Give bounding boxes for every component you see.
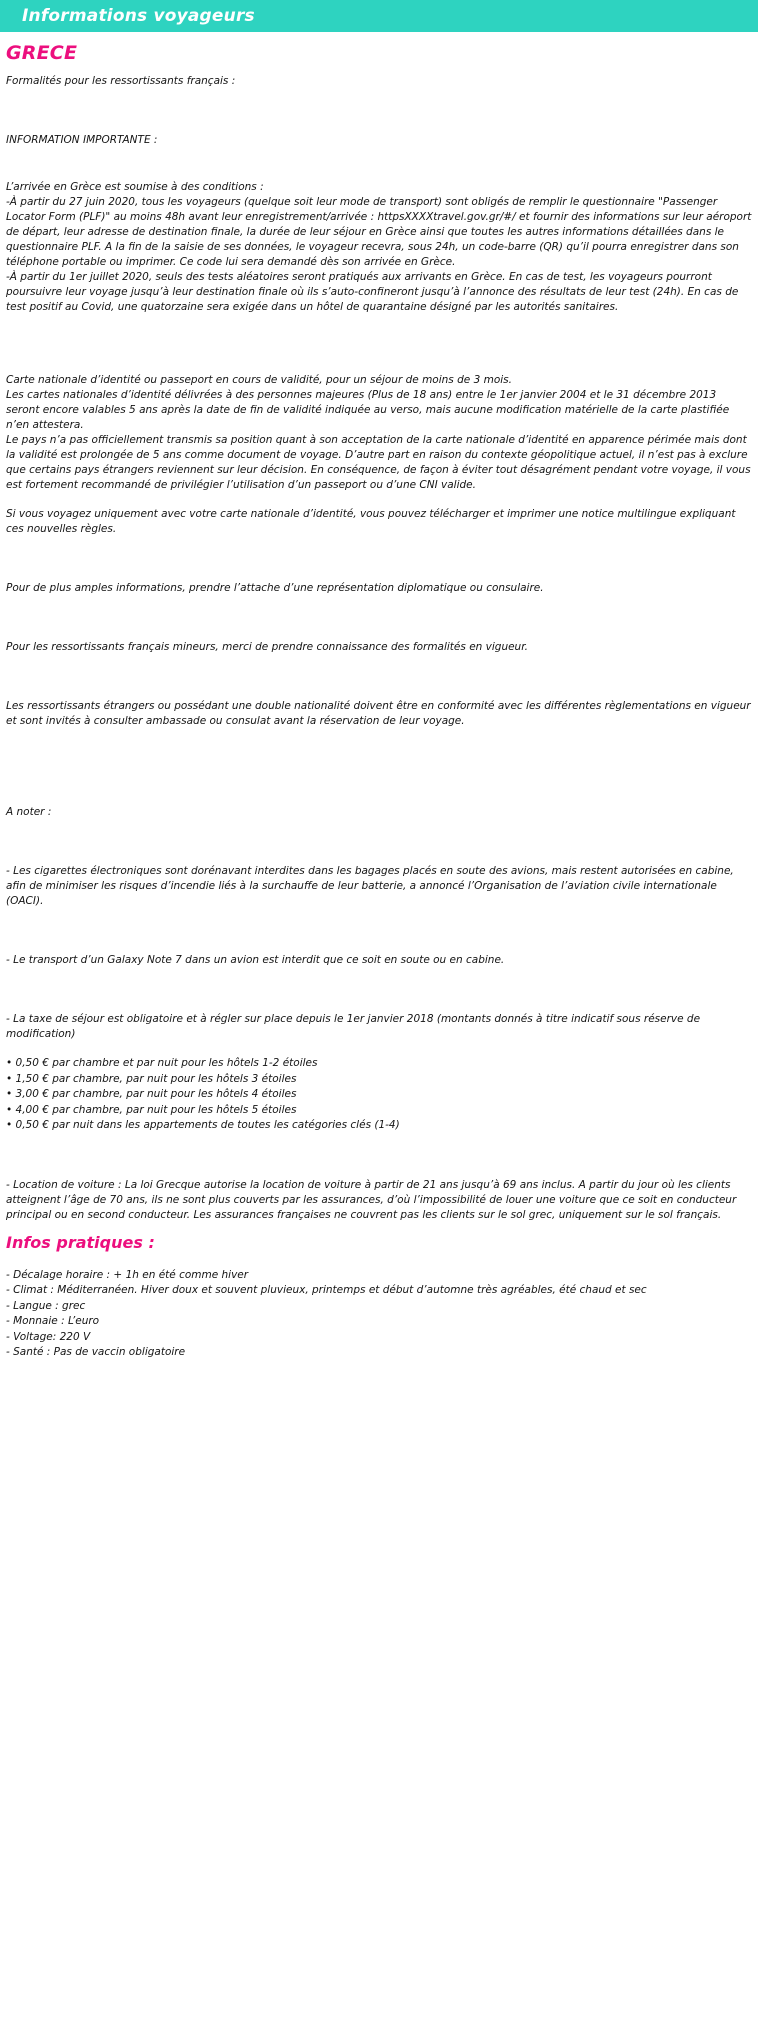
spacer xyxy=(6,148,752,180)
practical-item-5: - Voltage: 220 V xyxy=(6,1330,91,1343)
foreigners-information: Les ressortissants étrangers ou possédant une double nationalité doivent être en conformité avec les différentes règlementations en vigueur et sont invités à consulter ambassade ou consulat avant la réservation de leur voyage. xyxy=(6,700,751,727)
spacer xyxy=(6,89,752,133)
important-paragraph-1: L’arrivée en Grèce est soumise à des conditions : xyxy=(6,181,264,193)
spacer xyxy=(6,968,752,1012)
tax-line-4: • 4,00 € par chambre, par nuit pour les hôtels 5 étoiles xyxy=(6,1103,297,1116)
spacer xyxy=(6,1042,752,1056)
identity-paragraph-1: Carte nationale d’identité ou passeport en cours de validité, pour un séjour de moins de 3 mois. xyxy=(6,374,512,386)
spacer xyxy=(6,729,752,773)
tax-line-1: • 0,50 € par chambre et par nuit pour les hôtels 1-2 étoiles xyxy=(6,1057,318,1069)
important-paragraph-2: -À partir du 27 juin 2020, tous les voyageurs (quelque soit leur mode de transport) sont obligés de remplir le questionnaire "Passenger Locator Form (PLF)" au moins 48h avant leur enregistrement/arrivée : httpsXXXXtravel.gov.gr/#/ et fournir des informations sur leur aéroport de départ, leur adresse de destination finale, la durée de leur séjour en Grèce ainsi que toutes les autres informations détaillées dans le questionnaire PLF. A la fin de la saisie de ses données, le voyageur recevra, sous 24h, un code-barre (QR) qu’il pourra enregistrer dans son téléphone portable ou imprimer. Ce code lui sera demandé dès son arrivée en Grèce. xyxy=(6,196,752,268)
note-item-1: - Les cigarettes électroniques sont dorénavant interdites dans les bagages placés en soute des avions, mais restent autorisées en cabine, afin de minimiser les risques d’incendie liés à la surchauffe de leur batterie, a annoncé l’Organisation de l’aviation civile internationale (OACI). xyxy=(6,865,734,907)
important-heading: INFORMATION IMPORTANTE : xyxy=(6,134,158,146)
spacer xyxy=(6,315,752,359)
spacer xyxy=(6,359,752,373)
identity-paragraph-2: Les cartes nationales d’identité délivrées à des personnes majeures (Plus de 18 ans) entre le 1er janvier 2004 et le 31 décembre 2013 seront encore valables 5 ans après la date de fin de validité indiquée au verso, mais aucune modification matérielle de la carte plastifiée n’en attestera. xyxy=(6,389,730,431)
practical-info-heading: Infos pratiques : xyxy=(6,1232,155,1252)
spacer xyxy=(6,537,752,581)
note-item-2: - Le transport d’un Galaxy Note 7 dans un avion est interdit que ce soit en soute ou en cabine. xyxy=(6,954,505,966)
spacer xyxy=(6,655,752,699)
tax-line-2: • 1,50 € par chambre, par nuit pour les hôtels 3 étoiles xyxy=(6,1072,297,1085)
notes-heading: A noter : xyxy=(6,806,52,818)
spacer xyxy=(6,773,752,805)
practical-item-6: - Santé : Pas de vaccin obligatoire xyxy=(6,1346,186,1358)
practical-item-2: - Climat : Méditerranéen. Hiver doux et souvent pluvieux, printemps et début d’automne très agréables, été chaud et sec xyxy=(6,1284,647,1296)
page-title: Informations voyageurs xyxy=(22,6,255,26)
spacer xyxy=(6,1260,752,1268)
spacer xyxy=(6,596,752,640)
more-information: Pour de plus amples informations, prendre l’attache d’une représentation diplomatique ou consulaire. xyxy=(6,582,544,594)
minors-information: Pour les ressortissants français mineurs, merci de prendre connaissance des formalités en vigueur. xyxy=(6,641,528,653)
spacer xyxy=(6,909,752,953)
practical-item-1: - Décalage horaire : + 1h en été comme hiver xyxy=(6,1268,249,1281)
car-rental-note: - Location de voiture : La loi Grecque autorise la location de voiture à partir de 21 ans jusqu’à 69 ans inclus. A partir du jour où les clients atteignent l’âge de 70 ans, ils ne sont plus couverts par les assurances, d’où l’impossibilité de louer une voiture que ce soit en conducteur principal ou en second conducteur. Les assurances françaises ne couvrent pas les clients sur le sol grec, uniquement sur le sol français. xyxy=(6,1178,737,1221)
country-heading: GRECE xyxy=(6,42,78,64)
tax-line-3: • 3,00 € par chambre, par nuit pour les hôtels 4 étoiles xyxy=(6,1088,297,1100)
spacer xyxy=(6,493,752,507)
tax-line-5: • 0,50 € par nuit dans les appartements de toutes les catégories clés (1-4) xyxy=(6,1119,400,1131)
identity-notice: Si vous voyagez uniquement avec votre carte nationale d’identité, vous pouvez télécharger et imprimer une notice multilingue expliquant ces nouvelles règles. xyxy=(6,508,736,535)
formalities-intro: Formalités pour les ressortissants français : xyxy=(6,75,236,87)
spacer xyxy=(6,820,752,864)
spacer xyxy=(6,1134,752,1178)
practical-item-4: - Monnaie : L’euro xyxy=(6,1315,100,1327)
document-content xyxy=(0,32,758,1371)
practical-item-3: - Langue : grec xyxy=(6,1299,86,1312)
header-bar xyxy=(0,0,758,32)
identity-paragraph-3: Le pays n’a pas officiellement transmis sa position quant à son acceptation de la carte nationale d’identité en apparence périmée mais dont la validité est prolongée de 5 ans comme document de voyage. D’autre part en raison du contexte géopolitique actuel, il n’est pas à exclure que certains pays étrangers reviennent sur leur décision. En conséquence, de façon à éviter tout désagrément pendant votre voyage, il vous est fortement recommandé de privilégier l’utilisation d’un passeport ou d’une CNI valide. xyxy=(6,434,751,491)
note-item-3: - La taxe de séjour est obligatoire et à régler sur place depuis le 1er janvier 2018 (montants donnés à titre indicatif sous réserve de modification) xyxy=(6,1013,701,1040)
important-paragraph-3: -À partir du 1er juillet 2020, seuls des tests aléatoires seront pratiqués aux arrivants en Grèce. En cas de test, les voyageurs pourront poursuivre leur voyage jusqu’à leur destination finale où ils s’auto-confineront jusqu’à l’annonce des résultats de leur test (24h). En cas de test positif au Covid, une quatorzaine sera exigée dans un hôtel de quarantaine désigné par les autorités sanitaires. xyxy=(6,271,739,313)
